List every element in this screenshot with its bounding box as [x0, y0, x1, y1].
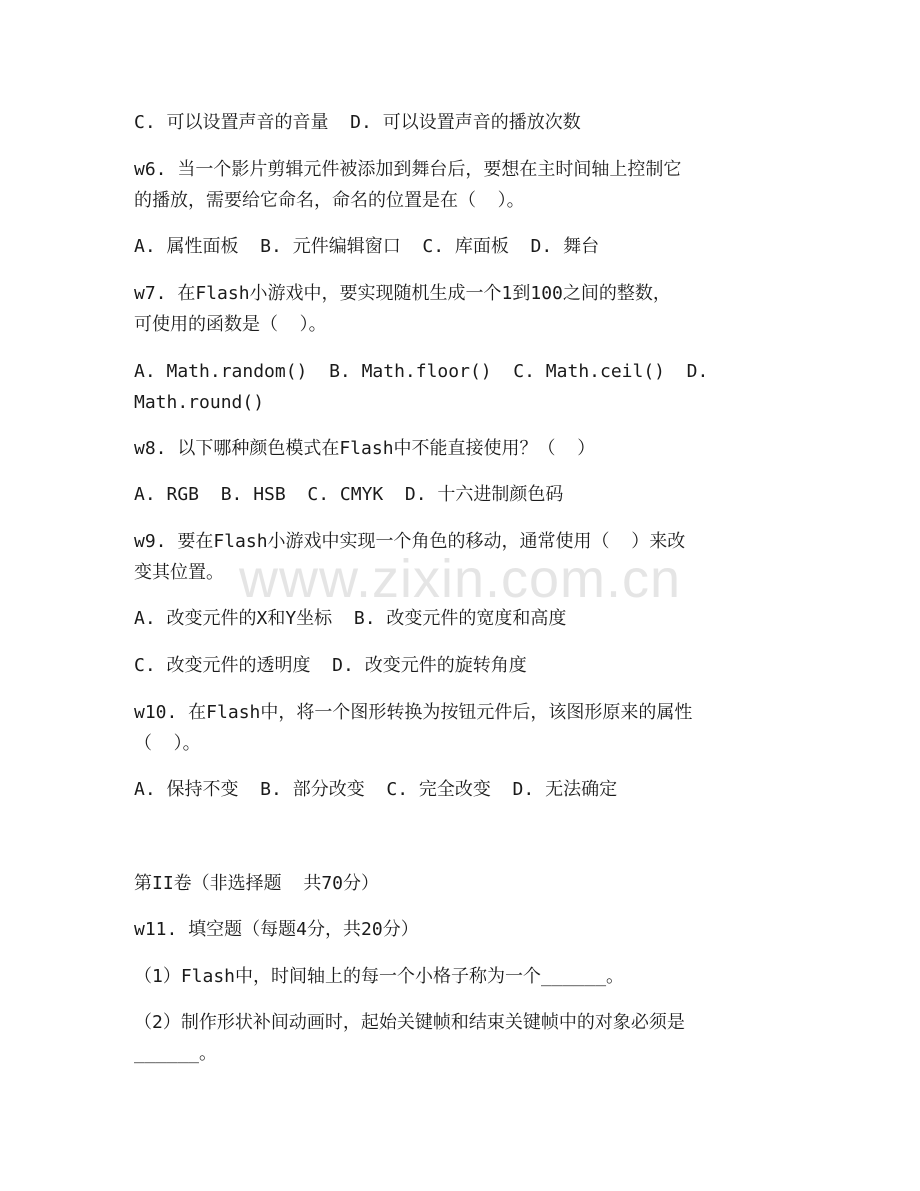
text-line-q6-stem: w6. 当一个影片剪辑元件被添加到舞台后，要想在主时间轴上控制它 — [134, 159, 682, 180]
text-line-q10-stem: w10. 在Flash中，将一个图形转换为按钮元件后，该图形原来的属性 — [134, 702, 693, 723]
text-line-q7-options-cont: Math.round() — [134, 392, 265, 413]
text-line-q8-options: A. RGB B. HSB C. CMYK D. 十六进制颜色码 — [134, 484, 564, 505]
text-line-q9-options-cd: C. 改变元件的透明度 D. 改变元件的旋转角度 — [134, 655, 527, 676]
text-line-q9-stem: w9. 要在Flash小游戏中实现一个角色的移动，通常使用（ ）来改 — [134, 531, 686, 552]
text-line-q8-stem: w8. 以下哪种颜色模式在Flash中不能直接使用？（ ） — [134, 438, 596, 459]
text-line-q11-heading: w11. 填空题（每题4分，共20分） — [134, 919, 419, 940]
text-line-q7-stem-cont: 可使用的函数是（ ）。 — [134, 314, 327, 335]
watermark: www.zixin.com.cn — [238, 549, 682, 609]
text-line-q7-stem: w7. 在Flash小游戏中，要实现随机生成一个1到100之间的整数， — [134, 283, 671, 304]
text-line-q6-options: A. 属性面板 B. 元件编辑窗口 C. 库面板 D. 舞台 — [134, 236, 600, 257]
text-line-q11-item1: （1）Flash中，时间轴上的每一个小格子称为一个______。 — [134, 966, 625, 987]
text-line-q11-item2-cont: ______。 — [134, 1043, 218, 1064]
text-line-q6-stem-cont: 的播放，需要给它命名，命名的位置是在（ ）。 — [134, 190, 525, 211]
text-line-q10-stem-cont: （ ）。 — [134, 733, 201, 754]
text-line-q9-options-ab: A. 改变元件的X和Y坐标 B. 改变元件的宽度和高度 — [134, 608, 567, 629]
text-line-q10-options: A. 保持不变 B. 部分改变 C. 完全改变 D. 无法确定 — [134, 779, 618, 800]
text-line-q7-options: A. Math.random() B. Math.floor() C. Math.ceil() D. — [134, 361, 709, 382]
text-line-c-d-options: C. 可以设置声音的音量 D. 可以设置声音的播放次数 — [134, 112, 581, 133]
text-line-q9-stem-cont: 变其位置。 — [134, 562, 224, 583]
section-title: 第II卷（非选择题 共70分） — [134, 873, 380, 894]
text-line-q11-item2: （2）制作形状补间动画时，起始关键帧和结束关键帧中的对象必须是 — [134, 1012, 685, 1033]
